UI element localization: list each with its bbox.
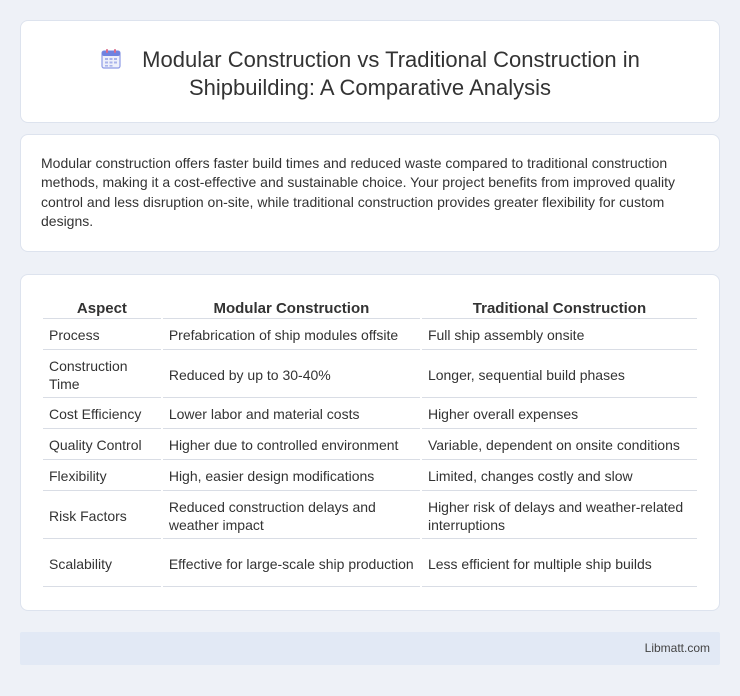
cell-modular: Reduced construction delays and weather impact: [163, 493, 420, 539]
header-aspect: Aspect: [43, 297, 161, 319]
title-card: [20, 20, 720, 123]
cell-modular: Higher due to controlled environment: [163, 431, 420, 460]
title-line-1: [21, 46, 719, 74]
table-row: [43, 431, 697, 460]
page-title: [21, 46, 719, 102]
comparison-table: [41, 295, 699, 589]
cell-aspect: Flexibility: [43, 462, 161, 491]
calendar-icon: [100, 48, 122, 70]
cell-traditional: Less efficient for multiple ship builds: [422, 541, 697, 587]
table-row: [43, 462, 697, 491]
cell-aspect: Cost Efficiency: [43, 400, 161, 429]
table-row: [43, 541, 697, 587]
footer-bar: [20, 632, 720, 665]
cell-aspect: Process: [43, 321, 161, 350]
cell-aspect: Risk Factors: [43, 493, 161, 539]
cell-traditional: Full ship assembly onsite: [422, 321, 697, 350]
table-row: [43, 493, 697, 539]
table-row: [43, 352, 697, 398]
cell-traditional: Higher risk of delays and weather-related interruptions: [422, 493, 697, 539]
header-modular: Modular Construction: [163, 297, 420, 319]
cell-aspect: Quality Control: [43, 431, 161, 460]
cell-traditional: Longer, sequential build phases: [422, 352, 697, 398]
header-traditional: Traditional Construction: [422, 297, 697, 319]
footer-site-link[interactable]: Libmatt.com: [644, 641, 710, 655]
title-line-2: Shipbuilding: A Comparative Analysis: [189, 75, 551, 100]
table-header-row: [43, 297, 697, 319]
table-card: [20, 274, 720, 611]
cell-aspect: Construction Time: [43, 352, 161, 398]
cell-traditional: Limited, changes costly and slow: [422, 462, 697, 491]
cell-modular: Reduced by up to 30-40%: [163, 352, 420, 398]
table-row: [43, 321, 697, 350]
summary-text: Modular construction offers faster build times and reduced waste compared to traditional construction methods, making it a cost-effective and sustainable choice. Your project benefits from improved quality control and less disruption on-site, while traditional construction provides greater flexibility for custom designs.: [41, 155, 675, 230]
cell-traditional: Variable, dependent on onsite conditions: [422, 431, 697, 460]
title-text-1: Modular Construction vs Traditional Construction in: [142, 47, 640, 72]
cell-traditional: Higher overall expenses: [422, 400, 697, 429]
cell-modular: Prefabrication of ship modules offsite: [163, 321, 420, 350]
cell-aspect: Scalability: [43, 541, 161, 587]
table-row: [43, 400, 697, 429]
cell-modular: Lower labor and material costs: [163, 400, 420, 429]
summary-card: [20, 134, 720, 252]
cell-modular: Effective for large-scale ship production: [163, 541, 420, 587]
cell-modular: High, easier design modifications: [163, 462, 420, 491]
